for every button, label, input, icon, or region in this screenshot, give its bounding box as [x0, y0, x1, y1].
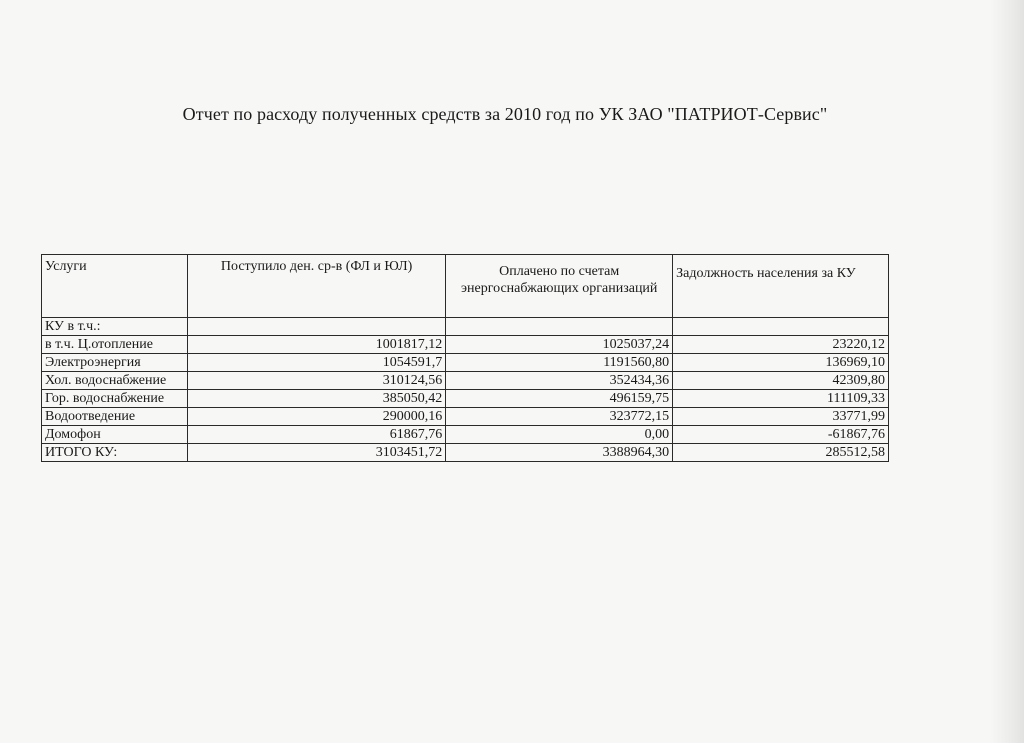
- section-empty-cell: [673, 318, 889, 336]
- total-received-cell: 3103451,72: [187, 444, 445, 462]
- received-cell: 61867,76: [187, 426, 445, 444]
- service-name-cell: Электроэнергия: [42, 354, 188, 372]
- table-row-electricity: [42, 354, 889, 372]
- paid-cell: 352434,36: [446, 372, 673, 390]
- service-name-cell: Домофон: [42, 426, 188, 444]
- debt-cell: -61867,76: [673, 426, 889, 444]
- document-title: Отчет по расходу полученных средств за 2010 год по УК ЗАО "ПАТРИОТ-Сервис": [182, 104, 828, 124]
- section-label: КУ в т.ч.:: [42, 318, 188, 336]
- table-row-total: [42, 444, 889, 462]
- debt-cell: 136969,10: [673, 354, 889, 372]
- paid-cell: 0,00: [446, 426, 673, 444]
- total-debt-cell: 285512,58: [673, 444, 889, 462]
- service-name-cell: Хол. водоснабжение: [42, 372, 188, 390]
- total-label-cell: ИТОГО КУ:: [42, 444, 188, 462]
- debt-cell: 33771,99: [673, 408, 889, 426]
- received-cell: 1054591,7: [187, 354, 445, 372]
- service-name-cell: Водоотведение: [42, 408, 188, 426]
- debt-cell: 42309,80: [673, 372, 889, 390]
- section-empty-cell: [187, 318, 445, 336]
- header-services: Услуги: [42, 255, 188, 318]
- table-row-heating: [42, 336, 889, 354]
- received-cell: 1001817,12: [187, 336, 445, 354]
- service-name-cell: Гор. водоснабжение: [42, 390, 188, 408]
- paid-cell: 323772,15: [446, 408, 673, 426]
- header-received: Поступило ден. ср-в (ФЛ и ЮЛ): [187, 255, 445, 318]
- received-cell: 385050,42: [187, 390, 445, 408]
- received-cell: 290000,16: [187, 408, 445, 426]
- table-row-sewerage: [42, 408, 889, 426]
- section-empty-cell: [446, 318, 673, 336]
- total-paid-cell: 3388964,30: [446, 444, 673, 462]
- table-row-hot-water: [42, 390, 889, 408]
- received-cell: 310124,56: [187, 372, 445, 390]
- table-row-intercom: [42, 426, 889, 444]
- header-paid: Оплачено по счетам энергоснабжающих организаций: [446, 255, 673, 318]
- header-debt: Задолжность населения за КУ: [673, 255, 889, 318]
- debt-cell: 23220,12: [673, 336, 889, 354]
- paid-cell: 1191560,80: [446, 354, 673, 372]
- service-name-cell: в т.ч. Ц.отопление: [42, 336, 188, 354]
- table-header-row: [42, 255, 889, 318]
- paid-cell: 1025037,24: [446, 336, 673, 354]
- debt-cell: 111109,33: [673, 390, 889, 408]
- expense-report-table: [41, 254, 889, 462]
- section-row: [42, 318, 889, 336]
- table-row-cold-water: [42, 372, 889, 390]
- paid-cell: 496159,75: [446, 390, 673, 408]
